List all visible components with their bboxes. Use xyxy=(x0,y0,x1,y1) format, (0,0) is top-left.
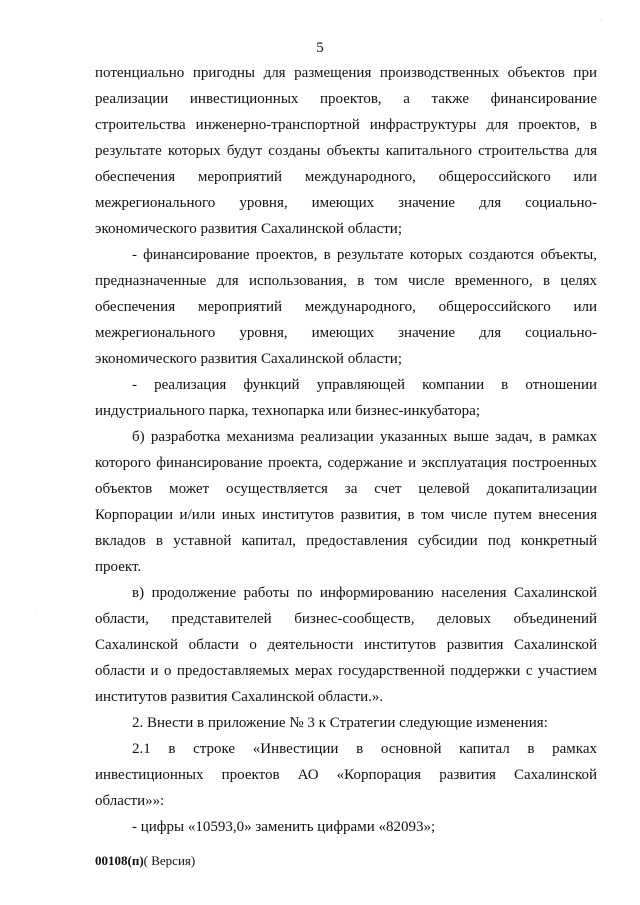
document-body xyxy=(95,60,597,840)
paragraph-3: - реализация функций управляющей компании в отношении индустриального парка, технопарка или бизнес-инкубатора; xyxy=(95,377,597,419)
scan-speck xyxy=(600,20,601,21)
document-version-label: ( Версия) xyxy=(143,853,196,868)
document-code: 00108(п) xyxy=(95,853,144,868)
paragraph-7: 2.1 в строке «Инвестиции в основной капитал в рамках инвестиционных проектов АО «Корпорация развития Сахалинской области»»: xyxy=(95,741,597,809)
paragraph-8: - цифры «10593,0» заменить цифрами «82093»; xyxy=(132,819,436,835)
paragraph-2: - финансирование проектов, в результате которых создаются объекты, предназначенные для использования, в том числе временного, в целях обеспечения мероприятий международного, общероссийского или межрегионального уровня, имеющих значение для социально-экономического развития Сахалинской области; xyxy=(95,247,597,367)
scan-speck xyxy=(36,612,37,613)
paragraph-6: 2. Внести в приложение № 3 к Стратегии следующие изменения: xyxy=(132,715,548,731)
paragraph-5: в) продолжение работы по информированию населения Сахалинской области, представителей бизнес-сообществ, деловых объединений Сахалинской области о деятельности институтов развития Сахалинской области и о предоставляемых мерах государственной поддержки с участием институтов развития Сахалинской области.». xyxy=(95,585,597,705)
page-number: 5 xyxy=(316,40,324,56)
document-footer xyxy=(95,852,195,870)
paragraph-4: б) разработка механизма реализации указанных выше задач, в рамках которого финансирование проекта, содержание и эксплуатация построенных объектов может осуществляется за счет целевой докапитализации Корпорации и/или иных институтов развития, в том числе путем внесения вкладов в уставной капитал, предоставления субсидии под конкретный проект. xyxy=(95,429,597,575)
paragraph-1: потенциально пригодны для размещения производственных объектов при реализации инвестиционных проектов, а также финансирование строительства инженерно-транспортной инфраструктуры для проектов, в результате которых будут созданы объекты капитального строительства для обеспечения мероприятий международного, общероссийского или межрегионального уровня, имеющих значение для социально-экономического развития Сахалинской области; xyxy=(95,65,597,237)
